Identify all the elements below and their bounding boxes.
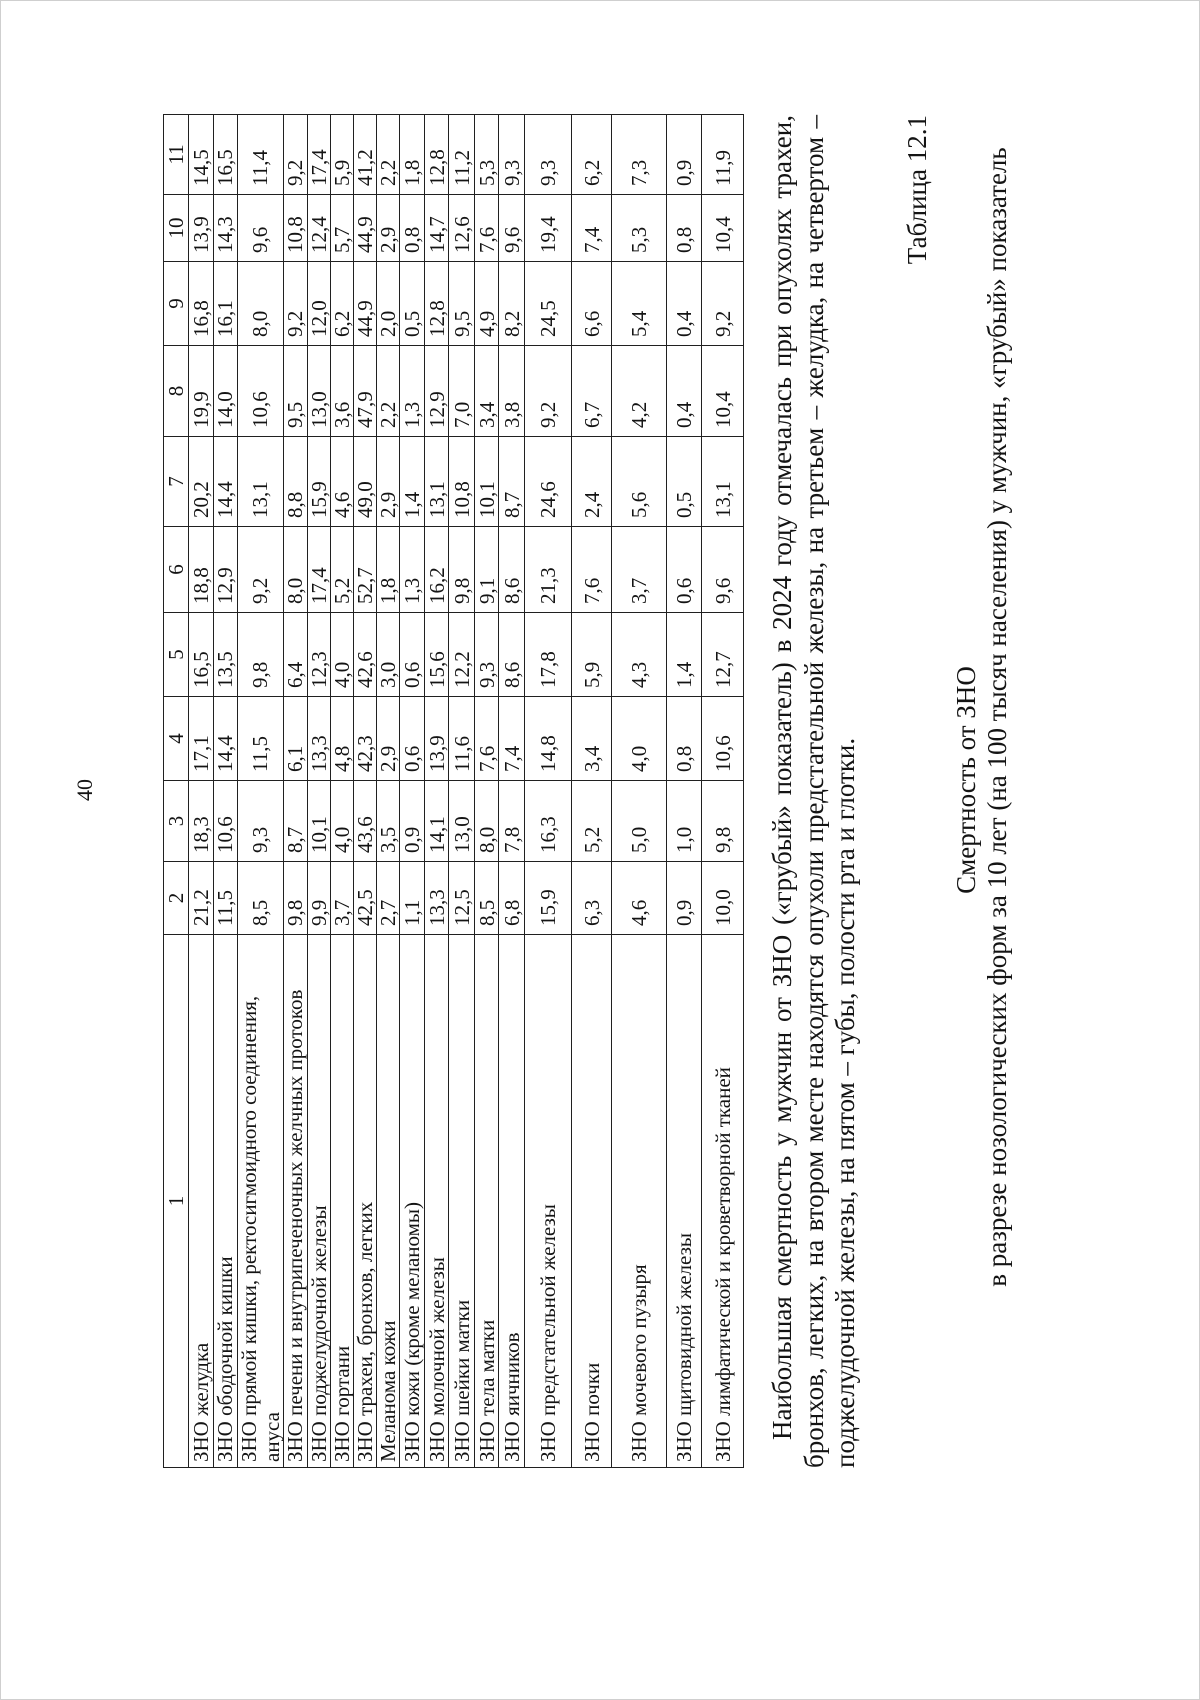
value-cell: 0,5	[400, 262, 425, 346]
value-cell: 8,0	[475, 781, 499, 862]
value-cell: 9,3	[499, 115, 525, 195]
value-cell: 16,5	[214, 115, 238, 195]
value-cell: 4,3	[612, 613, 667, 697]
value-cell: 9,8	[702, 781, 744, 862]
value-cell: 14,3	[214, 195, 238, 262]
table-row	[667, 115, 702, 1468]
value-cell: 17,4	[308, 115, 331, 195]
value-cell: 9,2	[284, 115, 308, 195]
row-label: ЗНО мочевого пузыря	[627, 1264, 652, 1462]
table-row	[449, 115, 475, 1468]
row-label-cell	[354, 935, 377, 1468]
value-cell: 42,5	[354, 862, 377, 935]
value-cell: 0,8	[667, 195, 702, 262]
value-cell: 15,9	[308, 437, 331, 527]
value-cell: 21,3	[525, 527, 572, 613]
table-row	[525, 115, 572, 1468]
row-label-cell	[499, 935, 525, 1468]
value-cell: 6,6	[572, 262, 612, 346]
value-cell: 17,4	[308, 527, 331, 613]
value-cell: 16,8	[189, 262, 214, 346]
table-subtitle: в разрезе нозологических форм за 10 лет (на 100 тысяч населения) у мужчин, «грубый» показатель	[982, 147, 1012, 1287]
value-cell: 12,9	[214, 527, 238, 613]
value-cell: 43,6	[354, 781, 377, 862]
value-cell: 11,5	[238, 697, 284, 781]
row-label-cell	[308, 935, 331, 1468]
value-cell: 1,0	[667, 781, 702, 862]
value-cell: 0,6	[400, 697, 425, 781]
column-header: 11	[164, 115, 189, 195]
row-label-cell	[331, 935, 354, 1468]
value-cell: 3,4	[475, 346, 499, 437]
value-cell: 3,8	[499, 346, 525, 437]
value-cell: 0,9	[667, 115, 702, 195]
table-body	[189, 115, 744, 1468]
value-cell: 3,7	[331, 862, 354, 935]
value-cell: 1,1	[400, 862, 425, 935]
row-label: ЗНО яичников	[499, 1332, 524, 1462]
value-cell: 7,6	[572, 527, 612, 613]
value-cell: 12,6	[449, 195, 475, 262]
value-cell: 12,5	[449, 862, 475, 935]
value-cell: 2,0	[377, 262, 400, 346]
value-cell: 20,2	[189, 437, 214, 527]
value-cell: 0,4	[667, 346, 702, 437]
value-cell: 41,2	[354, 115, 377, 195]
row-label-cell	[214, 935, 238, 1468]
value-cell: 10,6	[702, 697, 744, 781]
value-cell: 7,0	[449, 346, 475, 437]
value-cell: 2,4	[572, 437, 612, 527]
table-row	[400, 115, 425, 1468]
row-label: ЗНО ободочной кишки	[213, 1256, 238, 1462]
table-row	[284, 115, 308, 1468]
table-row	[238, 115, 284, 1468]
value-cell: 4,2	[612, 346, 667, 437]
value-cell: 4,8	[331, 697, 354, 781]
value-cell: 6,2	[331, 262, 354, 346]
value-cell: 2,9	[377, 195, 400, 262]
value-cell: 9,3	[238, 781, 284, 862]
value-cell: 8,6	[499, 527, 525, 613]
value-cell: 11,6	[449, 697, 475, 781]
value-cell: 7,4	[572, 195, 612, 262]
row-label: ЗНО шейки матки	[449, 1299, 474, 1462]
value-cell: 10,1	[308, 781, 331, 862]
value-cell: 10,8	[449, 437, 475, 527]
value-cell: 44,9	[354, 262, 377, 346]
row-label-cell	[525, 935, 572, 1468]
value-cell: 4,0	[331, 613, 354, 697]
value-cell: 7,6	[475, 195, 499, 262]
paragraph-line: поджелудочной железы, на пятом – губы, полости рта и глотки.	[830, 737, 860, 1468]
row-label: ЗНО почки	[579, 1362, 604, 1462]
value-cell: 6,1	[284, 697, 308, 781]
value-cell: 0,4	[667, 262, 702, 346]
value-cell: 1,3	[400, 346, 425, 437]
value-cell: 6,7	[572, 346, 612, 437]
value-cell: 8,7	[284, 781, 308, 862]
column-header: 1	[164, 935, 189, 1468]
value-cell: 13,9	[425, 697, 449, 781]
value-cell: 5,4	[612, 262, 667, 346]
value-cell: 8,0	[284, 527, 308, 613]
value-cell: 14,7	[425, 195, 449, 262]
value-cell: 18,8	[189, 527, 214, 613]
value-cell: 2,2	[377, 115, 400, 195]
value-cell: 13,1	[238, 437, 284, 527]
value-cell: 14,5	[189, 115, 214, 195]
row-label: ЗНО трахеи, бронхов, легких	[353, 1201, 378, 1462]
value-cell: 9,2	[525, 346, 572, 437]
value-cell: 47,9	[354, 346, 377, 437]
table-row	[331, 115, 354, 1468]
value-cell: 3,5	[377, 781, 400, 862]
column-header: 3	[164, 781, 189, 862]
row-label: ЗНО тела матки	[474, 1319, 499, 1462]
value-cell: 13,0	[308, 346, 331, 437]
value-cell: 12,0	[308, 262, 331, 346]
value-cell: 4,6	[612, 862, 667, 935]
value-cell: 8,8	[284, 437, 308, 527]
table-number-label: Таблица 12.1	[902, 115, 932, 265]
column-header: 5	[164, 613, 189, 697]
header-row	[164, 115, 189, 1468]
mortality-table	[163, 114, 744, 1468]
paragraph-line: Наибольшая смертность у мужчин от ЗНО («грубый» показатель) в 2024 году отмечалась при опухолях трахеи,	[767, 115, 797, 1440]
value-cell: 9,3	[525, 115, 572, 195]
row-label-cell	[284, 935, 308, 1468]
value-cell: 0,8	[400, 195, 425, 262]
value-cell: 8,2	[499, 262, 525, 346]
row-label: ЗНО кожи (кроме меланомы)	[400, 1201, 425, 1462]
value-cell: 5,6	[612, 437, 667, 527]
value-cell: 42,6	[354, 613, 377, 697]
value-cell: 16,2	[425, 527, 449, 613]
value-cell: 49,0	[354, 437, 377, 527]
value-cell: 1,8	[400, 115, 425, 195]
value-cell: 8,7	[499, 437, 525, 527]
value-cell: 42,3	[354, 697, 377, 781]
row-label: ЗНО предстательной железы	[536, 1204, 561, 1462]
table-row	[354, 115, 377, 1468]
value-cell: 9,6	[238, 195, 284, 262]
value-cell: 3,0	[377, 613, 400, 697]
table-row	[612, 115, 667, 1468]
value-cell: 0,9	[400, 781, 425, 862]
value-cell: 5,0	[612, 781, 667, 862]
table-row	[308, 115, 331, 1468]
value-cell: 17,8	[525, 613, 572, 697]
column-header: 8	[164, 346, 189, 437]
value-cell: 6,8	[499, 862, 525, 935]
row-label: ЗНО гортани	[330, 1345, 355, 1462]
value-cell: 8,5	[238, 862, 284, 935]
value-cell: 9,3	[475, 613, 499, 697]
value-cell: 9,8	[449, 527, 475, 613]
value-cell: 5,9	[572, 613, 612, 697]
value-cell: 24,5	[525, 262, 572, 346]
value-cell: 13,5	[214, 613, 238, 697]
value-cell: 4,0	[612, 697, 667, 781]
row-label: ЗНО поджелудочной железы	[307, 1205, 331, 1462]
value-cell: 2,2	[377, 346, 400, 437]
value-cell: 7,6	[475, 697, 499, 781]
value-cell: 9,8	[238, 613, 284, 697]
value-cell: 2,9	[377, 437, 400, 527]
value-cell: 12,3	[308, 613, 331, 697]
column-header: 2	[164, 862, 189, 935]
value-cell: 10,0	[702, 862, 744, 935]
table-title: Смертность от ЗНО	[951, 666, 981, 894]
value-cell: 9,2	[702, 262, 744, 346]
row-label-cell	[612, 935, 667, 1468]
value-cell: 16,5	[189, 613, 214, 697]
value-cell: 8,6	[499, 613, 525, 697]
value-cell: 3,4	[572, 697, 612, 781]
value-cell: 12,7	[702, 613, 744, 697]
value-cell: 5,3	[475, 115, 499, 195]
value-cell: 1,4	[400, 437, 425, 527]
value-cell: 0,8	[667, 697, 702, 781]
value-cell: 0,6	[400, 613, 425, 697]
value-cell: 9,8	[284, 862, 308, 935]
column-header: 7	[164, 437, 189, 527]
value-cell: 44,9	[354, 195, 377, 262]
row-label: ЗНО желудка	[188, 1342, 213, 1462]
value-cell: 7,8	[499, 781, 525, 862]
value-cell: 8,0	[238, 262, 284, 346]
value-cell: 17,1	[189, 697, 214, 781]
value-cell: 11,2	[449, 115, 475, 195]
row-label: ЗНО прямой кишки, ректосигмоидного соединения, ануса	[237, 995, 284, 1462]
value-cell: 16,1	[214, 262, 238, 346]
table-row	[475, 115, 499, 1468]
value-cell: 2,7	[377, 862, 400, 935]
value-cell: 15,9	[525, 862, 572, 935]
value-cell: 24,6	[525, 437, 572, 527]
row-label-cell	[572, 935, 612, 1468]
value-cell: 10,8	[284, 195, 308, 262]
value-cell: 14,8	[525, 697, 572, 781]
value-cell: 14,4	[214, 697, 238, 781]
table-row	[189, 115, 214, 1468]
table-row	[377, 115, 400, 1468]
summary-paragraph	[767, 115, 862, 1468]
value-cell: 14,0	[214, 346, 238, 437]
value-cell: 10,6	[238, 346, 284, 437]
row-label-cell	[400, 935, 425, 1468]
table-row	[499, 115, 525, 1468]
value-cell: 12,4	[308, 195, 331, 262]
column-header: 10	[164, 195, 189, 262]
row-label: ЗНО щитовидной железы	[672, 1233, 697, 1462]
row-label: ЗНО лимфатической и кроветворной тканей	[710, 1067, 735, 1462]
value-cell: 7,3	[612, 115, 667, 195]
value-cell: 4,9	[475, 262, 499, 346]
value-cell: 13,3	[425, 862, 449, 935]
row-label: ЗНО печени и внутрипеченочных желчных протоков	[283, 989, 308, 1462]
value-cell: 2,9	[377, 697, 400, 781]
value-cell: 19,9	[189, 346, 214, 437]
value-cell: 5,3	[612, 195, 667, 262]
row-label-cell	[449, 935, 475, 1468]
value-cell: 12,2	[449, 613, 475, 697]
value-cell: 0,9	[667, 862, 702, 935]
value-cell: 11,5	[214, 862, 238, 935]
column-header: 9	[164, 262, 189, 346]
value-cell: 9,6	[702, 527, 744, 613]
paragraph-line: бронхов, легких, на втором месте находятся опухоли предстательной железы, на третьем – желудка, на четвертом –	[798, 115, 829, 1468]
value-cell: 12,8	[425, 115, 449, 195]
value-cell: 5,7	[331, 195, 354, 262]
value-cell: 9,9	[308, 862, 331, 935]
value-cell: 1,8	[377, 527, 400, 613]
value-cell: 9,1	[475, 527, 499, 613]
column-header: 4	[164, 697, 189, 781]
row-label-cell	[377, 935, 400, 1468]
value-cell: 10,1	[475, 437, 499, 527]
value-cell: 5,2	[572, 781, 612, 862]
value-cell: 21,2	[189, 862, 214, 935]
table-row	[214, 115, 238, 1468]
row-label-cell	[189, 935, 214, 1468]
row-label-cell	[425, 935, 449, 1468]
table-row	[702, 115, 744, 1468]
column-header: 6	[164, 527, 189, 613]
value-cell: 14,1	[425, 781, 449, 862]
value-cell: 13,1	[425, 437, 449, 527]
value-cell: 4,0	[331, 781, 354, 862]
value-cell: 19,4	[525, 195, 572, 262]
row-label-cell	[702, 935, 744, 1468]
value-cell: 13,9	[189, 195, 214, 262]
value-cell: 10,4	[702, 346, 744, 437]
row-label-cell	[667, 935, 702, 1468]
value-cell: 9,2	[284, 262, 308, 346]
row-label: ЗНО молочной железы	[424, 1257, 449, 1462]
value-cell: 9,5	[449, 262, 475, 346]
value-cell: 10,6	[214, 781, 238, 862]
value-cell: 10,4	[702, 195, 744, 262]
value-cell: 3,7	[612, 527, 667, 613]
row-label-cell	[238, 935, 284, 1468]
value-cell: 11,4	[238, 115, 284, 195]
row-label-cell	[475, 935, 499, 1468]
value-cell: 12,8	[425, 262, 449, 346]
value-cell: 12,9	[425, 346, 449, 437]
value-cell: 9,6	[499, 195, 525, 262]
value-cell: 7,4	[499, 697, 525, 781]
value-cell: 9,5	[284, 346, 308, 437]
value-cell: 11,9	[702, 115, 744, 195]
value-cell: 13,1	[702, 437, 744, 527]
value-cell: 5,2	[331, 527, 354, 613]
value-cell: 13,3	[308, 697, 331, 781]
value-cell: 0,5	[667, 437, 702, 527]
value-cell: 6,3	[572, 862, 612, 935]
value-cell: 16,3	[525, 781, 572, 862]
value-cell: 14,4	[214, 437, 238, 527]
value-cell: 5,9	[331, 115, 354, 195]
value-cell: 6,4	[284, 613, 308, 697]
value-cell: 18,3	[189, 781, 214, 862]
table-row	[425, 115, 449, 1468]
value-cell: 3,6	[331, 346, 354, 437]
value-cell: 6,2	[572, 115, 612, 195]
row-label: Меланома кожи	[376, 1320, 401, 1462]
value-cell: 15,6	[425, 613, 449, 697]
value-cell: 1,3	[400, 527, 425, 613]
page-number: 40	[72, 779, 97, 801]
value-cell: 1,4	[667, 613, 702, 697]
table-row	[572, 115, 612, 1468]
value-cell: 8,5	[475, 862, 499, 935]
table-header	[164, 115, 189, 1468]
value-cell: 13,0	[449, 781, 475, 862]
value-cell: 4,6	[331, 437, 354, 527]
value-cell: 9,2	[238, 527, 284, 613]
value-cell: 52,7	[354, 527, 377, 613]
value-cell: 0,6	[667, 527, 702, 613]
